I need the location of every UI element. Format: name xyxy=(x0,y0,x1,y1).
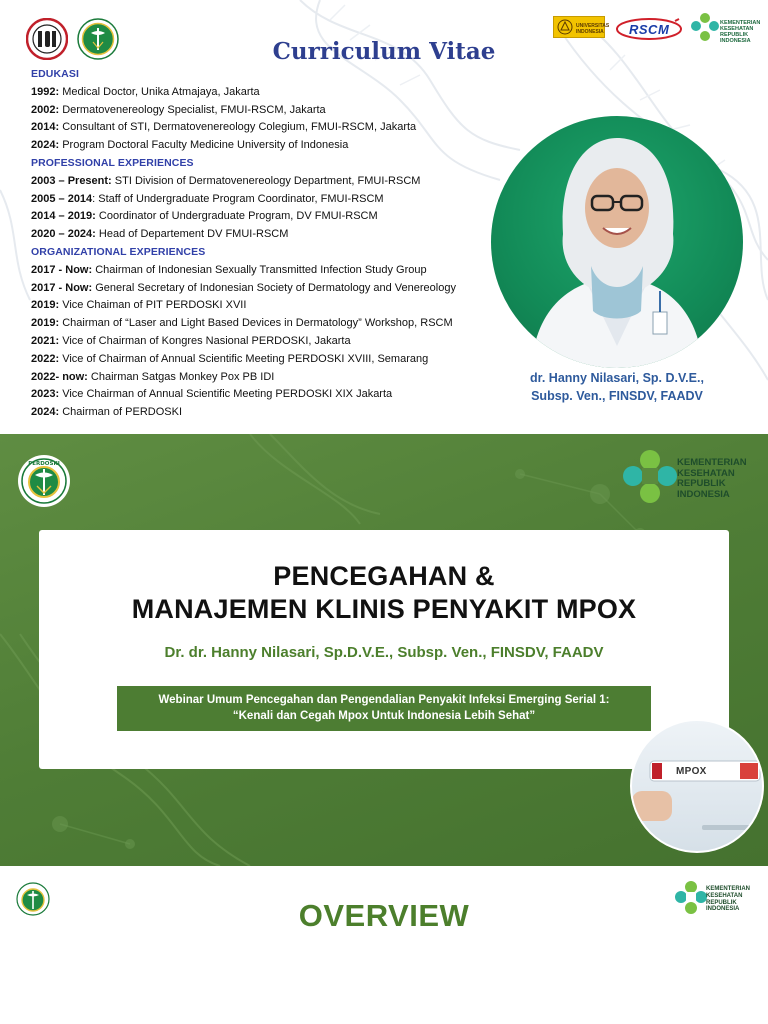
entry-text: Medical Doctor, Unika Atmajaya, Jakarta xyxy=(59,85,260,98)
entry-year: 2020 – 2024: xyxy=(31,228,96,241)
cv-entry xyxy=(31,208,501,226)
entry-year: 2002: xyxy=(31,103,60,116)
cv-entry xyxy=(31,386,501,404)
entry-year: 2021: xyxy=(31,334,60,347)
title-line: MANAJEMEN KLINIS PENYAKIT MPOX xyxy=(131,594,637,624)
presenter-credit: Dr. dr. Hanny Nilasari, Sp.D.V.E., Subsp. Ven., FINSDV, FAADV xyxy=(164,644,604,661)
entry-text: Vice of Chairman of Kongres Nasional PERDOSKI, Jakarta xyxy=(59,334,351,347)
kemenkes-line: REPUBLIK xyxy=(706,899,737,906)
cv-entry xyxy=(31,351,501,369)
cv-entry xyxy=(31,280,501,298)
cv-entry xyxy=(31,84,501,102)
entry-text: Dermatovenereology Specialist, FMUI-RSCM, Jakarta xyxy=(59,103,326,116)
cv-entry xyxy=(31,262,501,280)
entry-year: 2019: xyxy=(31,299,60,312)
cv-entry xyxy=(31,119,501,137)
entry-text: STI Division of Dermatovenereology Department, FMUI-RSCM xyxy=(111,174,421,187)
cv-entry xyxy=(31,173,501,191)
entry-year: 2003 – Present: xyxy=(31,174,112,187)
entry-text: Chairman of Indonesian Sexually Transmitted Infection Study Group xyxy=(92,263,427,276)
cv-slide xyxy=(0,0,768,434)
entry-text: Chairman Satgas Monkey Pox PB IDI xyxy=(87,370,275,383)
kemenkes-line: KEMENTERIAN xyxy=(706,886,751,892)
presentation-title xyxy=(39,560,729,626)
entry-year: 2022: xyxy=(31,352,60,365)
entry-text: General Secretary of Indonesian Society of Dermatology and Venereology xyxy=(92,281,456,294)
entry-year: 2019: xyxy=(31,317,60,330)
title-card xyxy=(39,530,729,769)
cv-entry xyxy=(31,369,501,387)
entry-year: 2017 - Now: xyxy=(31,263,93,276)
overview-slide xyxy=(0,866,768,1024)
kemenkes-line: REPUBLIK xyxy=(720,32,749,38)
kemenkes-line: INDONESIA xyxy=(706,906,740,913)
cv-entry xyxy=(31,404,501,422)
cv-title: Curriculum Vitae xyxy=(272,38,496,65)
kemenkes-line: INDONESIA xyxy=(720,38,751,44)
kemenkes-flower-icon xyxy=(690,12,720,44)
entry-text: : Staff of Undergraduate Program Coordinator, FMUI-RSCM xyxy=(92,192,384,205)
portrait-photo xyxy=(491,116,743,368)
entry-text: Coordinator of Undergraduate Program, DV FMUI-RSCM xyxy=(95,210,378,223)
entry-year: 2017 - Now: xyxy=(31,281,93,294)
kemenkes-line: KESEHATAN xyxy=(720,26,754,32)
kemenkes-line: REPUBLIK xyxy=(677,478,726,489)
entry-text: Chairman of “Laser and Light Based Devices in Dermatology” Workshop, RSCM xyxy=(59,317,453,330)
webinar-line: Webinar Umum Pencegahan dan Pengendalian Penyakit Infeksi Emerging Serial 1: xyxy=(158,694,610,706)
section-heading-professional: PROFESSIONAL EXPERIENCES xyxy=(31,156,194,169)
entry-text: Chairman of PERDOSKI xyxy=(59,406,183,419)
kemenkes-flower-icon xyxy=(622,448,678,506)
title-slide xyxy=(0,434,768,866)
cv-entry xyxy=(31,333,501,351)
ui-logo-text: UNIVERSITAS INDONESIA xyxy=(576,23,610,35)
portrait-illustration xyxy=(491,116,743,368)
kemenkes-text-mid xyxy=(677,458,747,500)
entry-year: 1992: xyxy=(31,85,60,98)
makara-icon xyxy=(555,17,575,37)
entry-text: Consultant of STI, Dermatovenereology Colegium, FMUI-RSCM, Jakarta xyxy=(59,121,417,134)
cv-entry xyxy=(31,315,501,333)
entry-year: 2005 – 2014 xyxy=(31,192,93,205)
perdoski-logo-text: PERDOSKI xyxy=(28,461,60,467)
cv-entry xyxy=(31,226,501,244)
rscm-logo xyxy=(615,17,683,41)
entry-year: 2024: xyxy=(31,406,60,419)
cv-list xyxy=(31,66,501,422)
entry-year: 2022- now: xyxy=(31,370,88,383)
kemenkes-logo-mid xyxy=(622,448,758,506)
entry-year: 2023: xyxy=(31,388,60,401)
kemenkes-line: KESEHATAN xyxy=(706,892,743,899)
entry-year: 2014 – 2019: xyxy=(31,210,96,223)
presenter-name xyxy=(490,369,744,405)
cv-entry xyxy=(31,137,501,155)
kemenkes-line: KEMENTERIAN xyxy=(720,20,761,26)
presenter-name-line: Subsp. Ven., FINSDV, FAADV xyxy=(531,389,703,403)
cv-entry xyxy=(31,297,501,315)
kemenkes-line: INDONESIA xyxy=(677,488,730,500)
webinar-banner xyxy=(117,686,651,731)
universitas-indonesia-logo xyxy=(553,16,610,38)
cv-entry xyxy=(31,191,501,209)
entry-year: 2024: xyxy=(31,139,60,152)
entry-text: Vice of Chairman of Annual Scientific Meeting PERDOSKI XVIII, Semarang xyxy=(59,352,429,365)
section-heading-organizational: ORGANIZATIONAL EXPERIENCES xyxy=(31,245,206,258)
entry-text: Head of Departement DV FMUI-RSCM xyxy=(95,228,289,241)
overview-title: OVERVIEW xyxy=(298,898,470,933)
rscm-logo-text: RSCM xyxy=(629,22,670,37)
cv-entry xyxy=(31,102,501,120)
kemenkes-line: KEMENTERIAN xyxy=(677,457,747,468)
title-line: PENCEGAHAN & xyxy=(273,561,495,591)
entry-year: 2014: xyxy=(31,121,60,134)
mpox-tube-label: MPOX xyxy=(676,766,707,777)
test-tube-illustration xyxy=(632,721,764,853)
perdoski-logo xyxy=(17,454,71,508)
entry-text: Program Doctoral Faculty Medicine University of Indonesia xyxy=(59,139,349,152)
entry-text: Vice Chaiman of PIT PERDOSKI XVII xyxy=(59,299,247,312)
kemenkes-line: KESEHATAN xyxy=(677,467,735,479)
section-heading-education: EDUKASI xyxy=(31,68,79,80)
kemenkes-logo-top xyxy=(690,12,760,44)
entry-text: Vice Chairman of Annual Scientific Meeting PERDOSKI XIX Jakarta xyxy=(59,388,393,401)
webinar-line: “Kenali dan Cegah Mpox Untuk Indonesia Lebih Sehat” xyxy=(232,710,536,722)
presenter-name-line: dr. Hanny Nilasari, Sp. D.V.E., xyxy=(530,371,704,385)
mpox-tube-photo xyxy=(630,719,764,853)
kemenkes-text-top xyxy=(720,20,760,44)
